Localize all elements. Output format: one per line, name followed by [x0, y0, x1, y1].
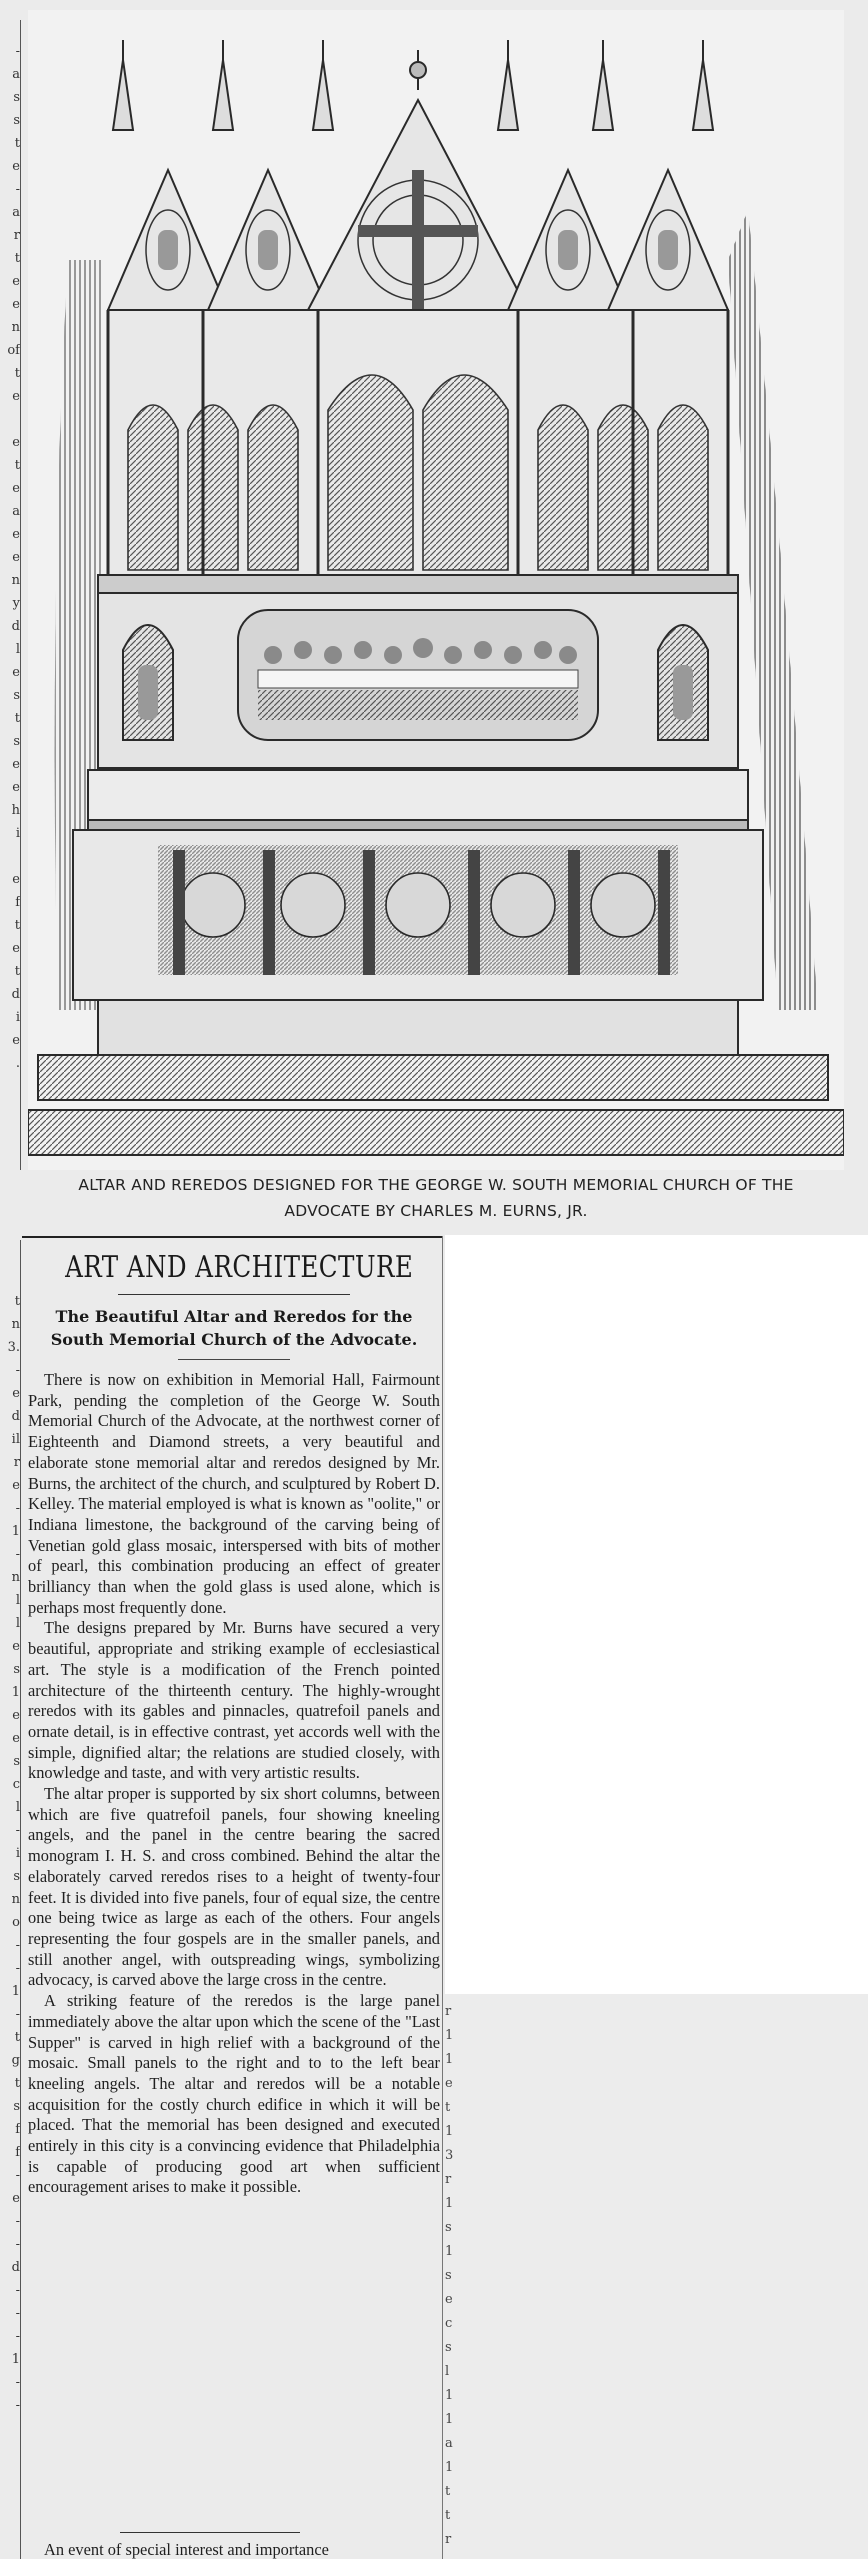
margin-fragment: -: [15, 1823, 20, 1838]
margin-fragment: 1: [445, 2244, 454, 2259]
margin-fragment: -: [15, 2283, 20, 2298]
margin-fragment: n: [11, 320, 20, 335]
paragraph: There is now on exhibition in Memorial Hall, Fairmount Park, pending the completion of the George W. South Memorial Church of the Advocate, at the northwest corner of Eighteenth and Diamond streets, a very beautiful and elaborate stone memorial altar and reredos designed by Mr. Burns, the architect of the church, and sculptured by Robert D. Kelley. The material employed is what is known as "oolite," or Indiana limestone, the background of the carving being of Venetian gold glass mosaic, interspersed with bits of mother of pearl, this combination producing an effect of greater brilliancy than when the gold glass is used alone, which is perhaps most frequently done.: [28, 1370, 440, 1617]
margin-fragment: n: [11, 1892, 20, 1907]
margin-fragment: -: [15, 1961, 20, 1976]
margin-fragment: t: [14, 458, 20, 473]
margin-fragment: -: [15, 182, 20, 197]
margin-fragment: r: [13, 1455, 20, 1470]
margin-fragment: e: [12, 435, 20, 450]
margin-fragment: t: [14, 251, 20, 266]
margin-fragment: l: [445, 2364, 450, 2379]
margin-fragment: a: [445, 2436, 453, 2451]
margin-fragment: e: [445, 2292, 453, 2307]
margin-fragment: c: [12, 1777, 20, 1792]
article-subhead: The Beautiful Altar and Reredos for the South Memorial Church of the Advocate.: [50, 1307, 418, 1349]
margin-fragment: -: [15, 2168, 20, 2183]
margin-fragment: -: [15, 2214, 20, 2229]
article-headline: ART AND ARCHITECTURE: [65, 1250, 414, 1285]
margin-fragment: -: [15, 2375, 20, 2390]
margin-fragment: t: [14, 711, 20, 726]
margin-fragment: l: [15, 1800, 20, 1815]
caption-line-2: ADVOCATE BY CHARLES M. EURNS, JR.: [284, 1202, 588, 1220]
margin-fragment: l: [15, 642, 20, 657]
margin-fragment: -: [15, 2237, 20, 2252]
margin-fragment: d: [11, 2260, 20, 2275]
margin-fragment: t: [445, 2100, 451, 2115]
adjacent-column-scrap: [445, 1994, 868, 2559]
margin-fragment: d: [11, 619, 20, 634]
subhead-rule: [178, 1359, 290, 1360]
margin-fragment: .: [15, 1056, 20, 1071]
margin-fragment: t: [14, 964, 20, 979]
margin-fragment: -: [15, 2329, 20, 2344]
margin-fragment: of: [7, 343, 20, 358]
margin-fragment: s: [445, 2220, 452, 2235]
margin-fragment: t: [14, 1294, 20, 1309]
margin-fragment: g: [11, 2053, 20, 2068]
margin-fragment: e: [12, 665, 20, 680]
margin-fragment: -: [15, 1938, 20, 1953]
margin-fragment: s: [13, 1869, 20, 1884]
margin-fragment: 1: [11, 2352, 20, 2367]
margin-fragment: t: [445, 2508, 451, 2523]
margin-fragment: s: [13, 688, 20, 703]
margin-fragment: t: [14, 136, 20, 151]
margin-fragment: e: [12, 1386, 20, 1401]
margin-fragment: -: [15, 1363, 20, 1378]
margin-fragment: n: [11, 1570, 20, 1585]
margin-fragment: e: [12, 780, 20, 795]
margin-fragment: e: [12, 941, 20, 956]
margin-fragment: s: [445, 2268, 452, 2283]
margin-fragment: e: [12, 1478, 20, 1493]
margin-fragment: r: [445, 2004, 452, 2019]
headline-rule: [118, 1294, 350, 1295]
margin-fragment: 1: [445, 2052, 454, 2067]
margin-fragment: [0, 845, 22, 868]
margin-fragments-top: [0, 40, 22, 1160]
margin-fragment: e: [12, 274, 20, 289]
margin-fragment: [0, 408, 22, 431]
margin-fragment: r: [13, 228, 20, 243]
margin-fragment: il: [11, 1432, 20, 1447]
margin-fragment: n: [11, 1317, 20, 1332]
margin-fragment: h: [11, 803, 20, 818]
caption-line-1: ALTAR AND REREDOS DESIGNED FOR THE GEORGE W. SOUTH MEMORIAL CHURCH OF THE: [78, 1176, 794, 1194]
margin-fragment: c: [445, 2316, 453, 2331]
column-separator: [442, 1236, 443, 2559]
margin-fragment: 1: [445, 2124, 454, 2139]
margin-fragment: e: [12, 389, 20, 404]
margin-fragment: t: [445, 2484, 451, 2499]
article-body: [28, 1370, 440, 2198]
margin-fragment: t: [14, 2076, 20, 2091]
margin-fragment: f: [15, 2122, 20, 2137]
caption-rule: [22, 1236, 442, 1238]
paragraph: The designs prepared by Mr. Burns have secured a very beautiful, appropriate and striking example of ecclesiastical art. The style is a modification of the French pointed architecture of the thirteenth century. The highly-wrought reredos with its gables and pinnacles, quatrefoil panels and ornate detail, is in effective contrast, yet accords well with the simple, dignified altar; the relations are studied closely, with knowledge and taste, and with very artistic results.: [28, 1618, 440, 1783]
margin-fragment: d: [11, 987, 20, 1002]
margin-fragment: i: [15, 1846, 20, 1861]
margin-fragment: e: [445, 2076, 453, 2091]
margin-fragment: e: [12, 1708, 20, 1723]
margin-fragment: e: [12, 2191, 20, 2206]
margin-fragment: 1: [445, 2196, 454, 2211]
margin-fragment: 1: [11, 1524, 20, 1539]
margin-fragment: -: [15, 2306, 20, 2321]
blank-area: [445, 1235, 868, 1994]
margin-fragment: e: [12, 1639, 20, 1654]
margin-fragment: a: [12, 504, 20, 519]
margin-fragment: l: [15, 1616, 20, 1631]
margin-fragment: a: [12, 205, 20, 220]
margin-fragment: e: [12, 527, 20, 542]
margin-fragment: t: [14, 2030, 20, 2045]
margin-fragment: 1: [445, 2460, 454, 2475]
margin-fragment: a: [12, 67, 20, 82]
margin-fragment: i: [15, 1010, 20, 1025]
margin-fragment: 3.: [7, 1340, 20, 1355]
margin-fragment: l: [15, 1593, 20, 1608]
margin-fragment: s: [13, 734, 20, 749]
margin-fragment: -: [15, 1501, 20, 1516]
margin-fragment: e: [12, 550, 20, 565]
margin-fragments-bottom: [0, 1290, 22, 2550]
margin-fragment: e: [12, 1033, 20, 1048]
margin-fragment: s: [13, 113, 20, 128]
column-rule-top: [20, 20, 21, 1170]
margin-fragment: 1: [11, 1984, 20, 1999]
margin-fragment: 3: [445, 2148, 454, 2163]
margin-fragment: e: [12, 481, 20, 496]
paragraph: The altar proper is supported by six short columns, between which are five quatrefoil panels, four showing kneeling angels, and the panel in the centre bearing the sacred monogram I. H. S. and cross combined. Behind the altar the elaborately carved reredos rises to a height of twenty-four feet. It is divided into five panels, four of equal size, the centre one being twice as large as each of the others. Four angels representing the four gospels are in the smaller panels, and still another angel, with outspreading wings, symbolizing advocacy, is carved above the large cross in the centre.: [28, 1784, 440, 1990]
next-article-start: An event of special interest and importance: [44, 2540, 329, 2559]
margin-fragment: i: [15, 826, 20, 841]
margin-fragment: d: [11, 1409, 20, 1424]
margin-fragment: r: [445, 2532, 452, 2547]
margin-fragment: 1: [445, 2028, 454, 2043]
margin-fragment: -: [15, 2007, 20, 2022]
margin-fragment: f: [15, 895, 20, 910]
margin-fragment: t: [14, 366, 20, 381]
margin-fragment: o: [12, 1915, 20, 1930]
margin-fragment: -: [15, 2398, 20, 2413]
margin-fragment: s: [445, 2340, 452, 2355]
margin-fragment: e: [12, 757, 20, 772]
margin-fragment: e: [12, 872, 20, 887]
margin-fragment: t: [14, 918, 20, 933]
margin-fragment: 1: [445, 2412, 454, 2427]
margin-fragment: y: [12, 596, 20, 611]
article: [28, 1244, 440, 2198]
right-column-fragments: [445, 2000, 459, 2552]
article-end-rule: [120, 2532, 300, 2533]
margin-fragment: e: [12, 159, 20, 174]
margin-fragment: -: [15, 1547, 20, 1562]
paragraph: A striking feature of the reredos is the large panel immediately above the altar upon which the scene of the "Last Supper" is carved in high relief with a background of the mosaic. Small panels to the right and to to the left bear kneeling angels. The altar and reredos will be a notable acquisition for the costly church edifice in which it will be placed. That the memorial has been designed and executed entirely in this city is a convincing evidence that Philadelphia is capable of producing good art when sufficient encouragement arises to make it possible.: [28, 1991, 440, 2197]
margin-fragment: e: [12, 1731, 20, 1746]
margin-fragment: s: [13, 1662, 20, 1677]
margin-fragment: 1: [11, 1685, 20, 1700]
margin-fragment: 1: [445, 2388, 454, 2403]
margin-fragment: n: [11, 573, 20, 588]
margin-fragment: s: [13, 1754, 20, 1769]
margin-fragment: -: [15, 44, 20, 59]
margin-fragment: s: [13, 2099, 20, 2114]
illustration-caption: [28, 1172, 844, 1232]
margin-fragment: f: [15, 2145, 20, 2160]
margin-fragment: e: [12, 297, 20, 312]
margin-fragment: r: [445, 2172, 452, 2187]
column-rule-bottom: [20, 1240, 21, 2559]
altar-illustration: [28, 10, 844, 1170]
margin-fragment: s: [13, 90, 20, 105]
